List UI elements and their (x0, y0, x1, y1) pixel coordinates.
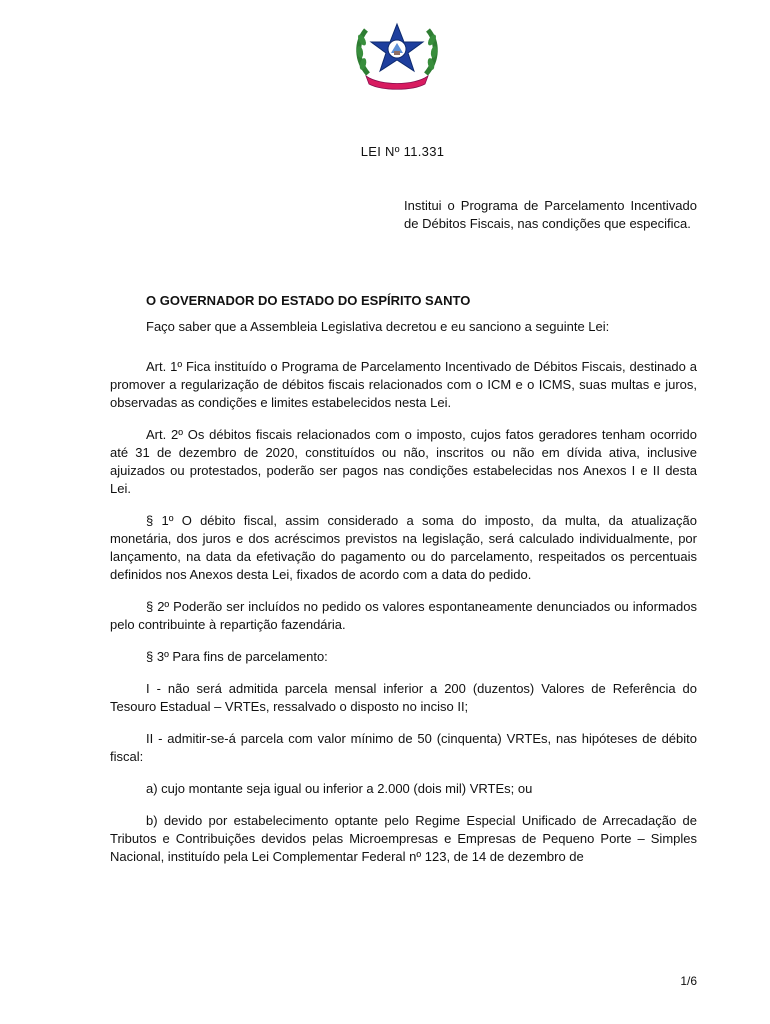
item-a: a) cujo montante seja igual ou inferior a 2.000 (dois mil) VRTEs; ou (146, 781, 533, 796)
page-number: 1/6 (680, 974, 697, 988)
paragraph-1: § 1º O débito fiscal, assim considerado a soma do imposto, da multa, da atualização monetária, dos juros e dos acréscimos previstos na legislação, será calculado individualmente, por lançamento, na data da efetivação do pagamento ou do parcelamento, respeitados os percentuais definidos nos Anexos desta Lei, fixados de acordo com a data do pedido. (110, 513, 697, 582)
paragraph-2: § 2º Poderão ser incluídos no pedido os valores espontaneamente denunciados ou informados pelo contribuinte à repartição fazendária. (110, 599, 697, 632)
item-b: b) devido por estabelecimento optante pelo Regime Especial Unificado de Arrecadação de Tributos e Contribuições devidos pelas Microempresas e Empresas de Pequeno Porte – Simples Nacional, instituído pela Lei Complementar Federal nº 123, de 14 de dezembro de (110, 813, 697, 864)
enacting-authority: O GOVERNADOR DO ESTADO DO ESPÍRITO SANTO (146, 293, 471, 308)
paragraph-3: § 3º Para fins de parcelamento: (146, 649, 328, 664)
law-body (110, 292, 697, 866)
law-summary: Institui o Programa de Parcelamento Incentivado de Débitos Fiscais, nas condições que especifica. (404, 198, 697, 231)
item-i: I - não será admitida parcela mensal inferior a 200 (duzentos) Valores de Referência do Tesouro Estadual – VRTEs, ressalvado o disposto no inciso II; (110, 681, 697, 714)
article-1: Art. 1º Fica instituído o Programa de Parcelamento Incentivado de Débitos Fiscais, destinado a promover a regularização de débitos fiscais relacionados com o ICM e o ICMS, suas multas e juros, observadas as condições e limites estabelecidos nesta Lei. (110, 359, 697, 410)
law-title: LEI Nº 11.331 (360, 144, 445, 159)
preamble: Faço saber que a Assembleia Legislativa decretou e eu sanciono a seguinte Lei: (146, 319, 610, 334)
coat-of-arms-icon (352, 20, 442, 92)
article-2: Art. 2º Os débitos fiscais relacionados com o imposto, cujos fatos geradores tenham ocorrido até 31 de dezembro de 2020, constituídos ou não, inscritos ou não em dívida ativa, inclusive ajuizados ou protestados, poderão ser pagos nas condições estabelecidas nos Anexos I e II desta Lei. (110, 427, 697, 496)
item-ii: II - admitir-se-á parcela com valor mínimo de 50 (cinquenta) VRTEs, nas hipóteses de débito fiscal: (110, 731, 697, 764)
